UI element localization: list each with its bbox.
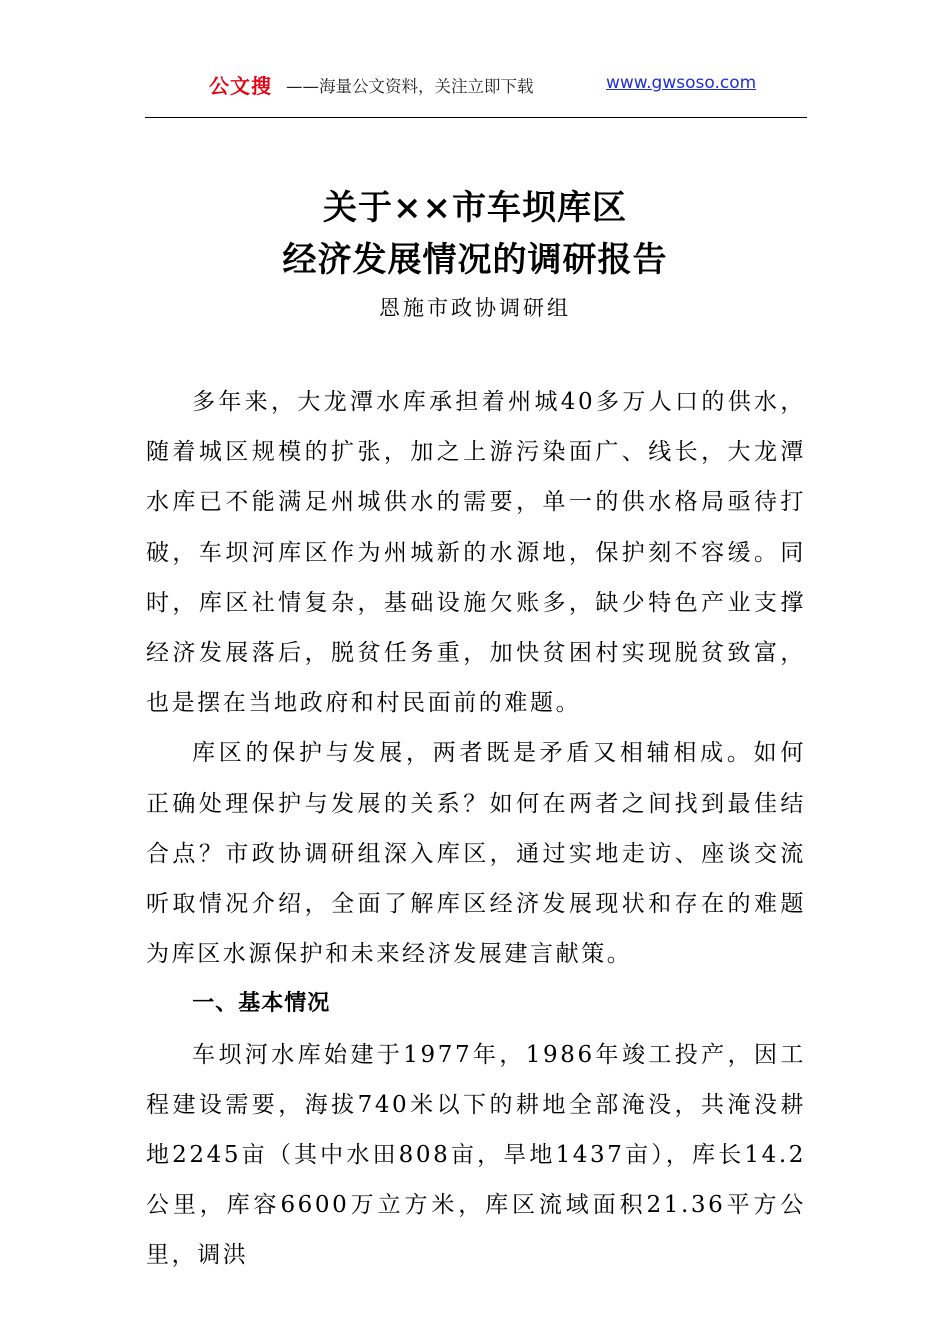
body-paragraph-3: 车坝河水库始建于1977年，1986年竣工投产，因工程建设需要，海拔740米以下的耕地全部淹没，共淹没耕地2245亩（其中水田808亩，旱地1437亩），库长14.2公里，库容6600万立方米，库区流域面积21.36平方公里，调洪 — [146, 1041, 806, 1269]
document-body — [146, 377, 806, 1281]
header-slogan: ——海量公文资料，关注立即下载 — [286, 77, 534, 96]
document-title-line-2: 经济发展情况的调研报告 — [282, 240, 668, 280]
header-divider — [145, 117, 807, 118]
body-paragraph-1: 多年来，大龙潭水库承担着州城40多万人口的供水，随着城区规模的扩张，加之上游污染面广、线长，大龙潭水库已不能满足州城供水的需要，单一的供水格局亟待打破，车坝河库区作为州城新的水源地，保护刻不容缓。同时，库区社情复杂，基础设施欠账多，缺少特色产业支撑经济发展落后，脱贫任务重，加快贫困村实现脱贫致富，也是摆在当地政府和村民面前的难题。 — [146, 389, 806, 717]
section-heading-basic-situation: 一、基本情况 — [192, 991, 331, 1017]
body-paragraph-2: 库区的保护与发展，两者既是矛盾又相辅相成。如何正确处理保护与发展的关系？如何在两者之间找到最佳结合点？市政协调研组深入库区，通过实地走访、座谈交流听取情况介绍，全面了解库区经济发展现状和存在的难题为库区水源保护和未来经济发展建言献策。 — [146, 740, 806, 968]
document-title-line-1: 关于××市车坝库区 — [323, 188, 627, 228]
website-link[interactable]: www.gwsoso.com — [606, 73, 757, 93]
brand-logo-text[interactable]: 公文搜 — [209, 74, 272, 98]
document-author: 恩施市政协调研组 — [379, 296, 571, 320]
page-header — [0, 70, 950, 104]
